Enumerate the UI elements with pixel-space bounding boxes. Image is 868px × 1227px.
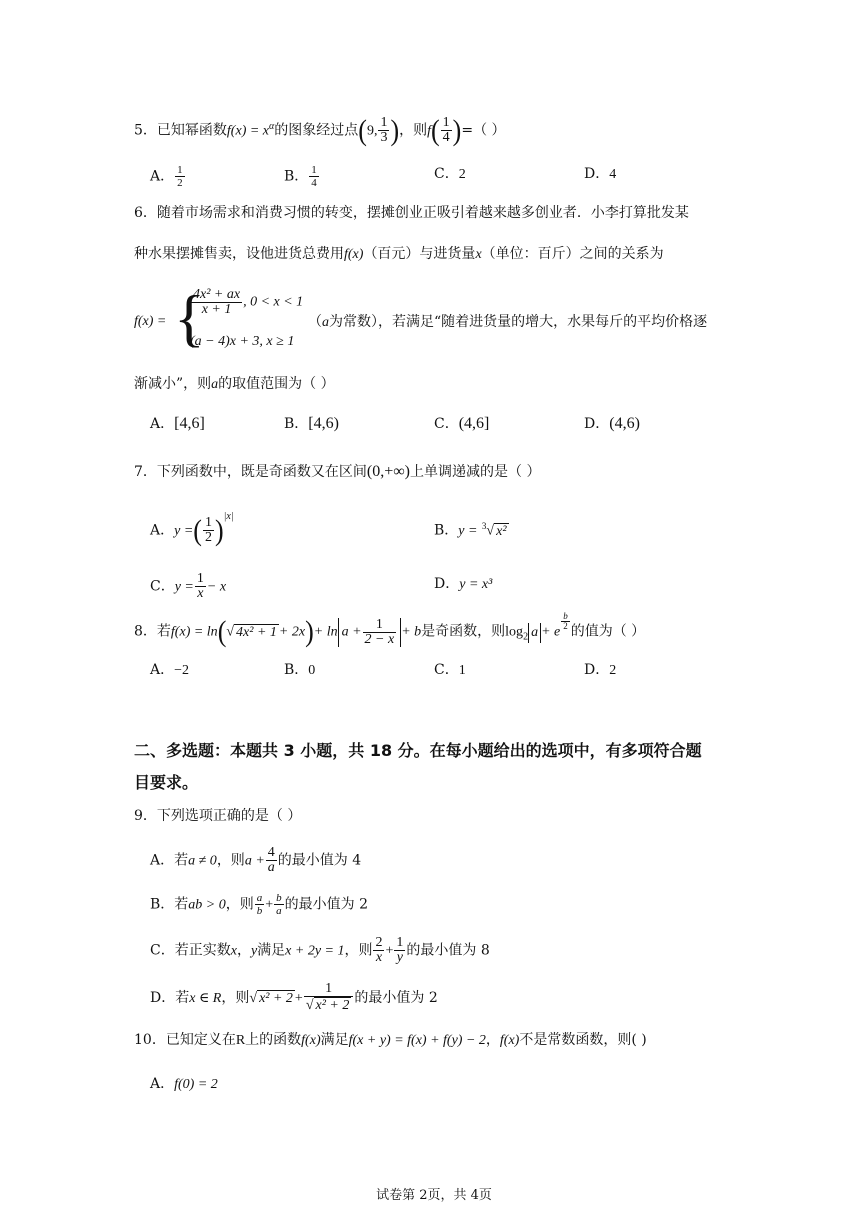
q5-exp: α <box>269 120 275 132</box>
q6-line-2: 种水果摆摊售卖，设他进货总费用f(x)（百元）与进货量x（单位：百斤）之间的关系为 <box>134 246 664 262</box>
q6-brace: { <box>174 282 205 353</box>
q8-option-d: D．2 <box>584 662 617 678</box>
q7-option-d: D．y = x³ <box>434 576 493 592</box>
q9-stem: 9．下列选项正确的是（ ） <box>134 808 302 824</box>
q8-option-b: B．0 <box>284 662 316 678</box>
q5-text-b: 的图象经过点 <box>274 122 359 139</box>
q9-option-a: A．若a ≠ 0，则a + $\frac{4}{a}$ 的最小值为 4 <box>150 845 362 875</box>
q9-option-b: B．若ab > 0，则 $\frac{a}{b}$ + $\frac{b}{a}$ 的最小值为 2 <box>150 892 369 917</box>
q6-case-1: $\frac{\text{4x² + ax}}{x + 1}$ , 0 < x < 1 <box>193 287 304 317</box>
q7-option-a: A．y =( $\frac{1}{2}$ )$^{|x|}$ <box>150 510 234 547</box>
q5-option-d: D．4 <box>584 166 617 182</box>
q5-point-frac: $\frac{1}{3}$ <box>380 115 388 145</box>
q5-stem: 5．已知幂函数$f(x) = x^\alpha$的图象经过点(9, $\frac{1}{3}$ )，则f( $\frac{1}{4}$ )=（ ） <box>134 113 506 147</box>
section2-heading-line-1: 二、多选题：本题共 3 小题，共 18 分。在每小题给出的选项中，有多项符合题 <box>134 741 702 760</box>
q6-line-4: 渐减小”，则a的取值范围为（ ） <box>134 376 335 392</box>
q10-option-a: A．f(0) = 2 <box>150 1076 218 1092</box>
q6-option-b: B．[4,6) <box>284 415 339 432</box>
q6-option-a: A．[4,6] <box>150 415 205 432</box>
q5-option-c: C．2 <box>434 166 466 182</box>
q8-abs: a + $\frac{1}{2 - x}$ <box>338 618 402 647</box>
q6-line-3: （a为常数），若满足“随着进货量的增大，水果每斤的平均价格逐 <box>308 314 708 330</box>
q6-option-c: C．(4,6] <box>434 415 490 432</box>
q5-option-b: B． $\frac{1}{4}$ <box>284 164 317 189</box>
q6-line-1: 6．随着市场需求和消费习惯的转变，摆摊创业正吸引着越来越多创业者．小李打算批发某 <box>134 205 689 221</box>
q5-point-x: 9, <box>366 123 378 139</box>
q6-fx-label: f(x) = <box>134 314 167 329</box>
q9-option-c: C．若正实数x，y满足x + 2y = 1，则 $\frac{2}{x}$ + $\frac{1}{y}$ 的最小值为 8 <box>150 935 490 965</box>
q8-stem: 8．若f(x) = ln(√ 4x² + 1 + 2x)+ ln a + $\frac{1}{2 - x}$ + b是奇函数，则$\log_2 a + e$ $\frac{b}{2}$ 的值为（ ） <box>134 611 646 648</box>
q8-option-c: C．1 <box>434 662 466 678</box>
q5-text-d: =（ ） <box>461 122 506 139</box>
q5-text-c: ，则 <box>399 122 428 139</box>
q7-stem: 7．下列函数中，既是奇函数又在区间(0,+∞)上单调递减的是（ ） <box>134 463 541 480</box>
q6-option-d: D．(4,6) <box>584 415 640 432</box>
page-footer: 试卷第 2页，共 4页 <box>376 1188 492 1203</box>
q5-option-a: A． $\frac{1}{2}$ <box>150 164 183 189</box>
q8-option-a: A．−2 <box>150 662 190 678</box>
section2-heading-line-2: 目要求。 <box>134 773 199 792</box>
q5-func: f(x) = x <box>226 123 270 139</box>
q7-option-c: C．y = $\frac{1}{x}$ − x <box>150 571 227 601</box>
q7-option-b: B．y = $^3$√ x² <box>434 521 507 539</box>
q5-text-a: 5．已知幂函数 <box>134 122 227 139</box>
q10-stem: 10．已知定义在R上的函数f(x)满足f(x + y) = f(x) + f(y) − 2，f(x)不是常数函数，则( ) <box>134 1032 647 1048</box>
q9-option-d: D．若x ∈ R，则√ x² + 2 + $\frac{1}{\text{√ x² + 2}}$ 的最小值为 2 <box>150 981 438 1013</box>
q5-arg-frac: $\frac{1}{4}$ <box>442 115 450 145</box>
q6-case-2: (a − 4)x + 3, x ≥ 1 <box>190 334 295 349</box>
